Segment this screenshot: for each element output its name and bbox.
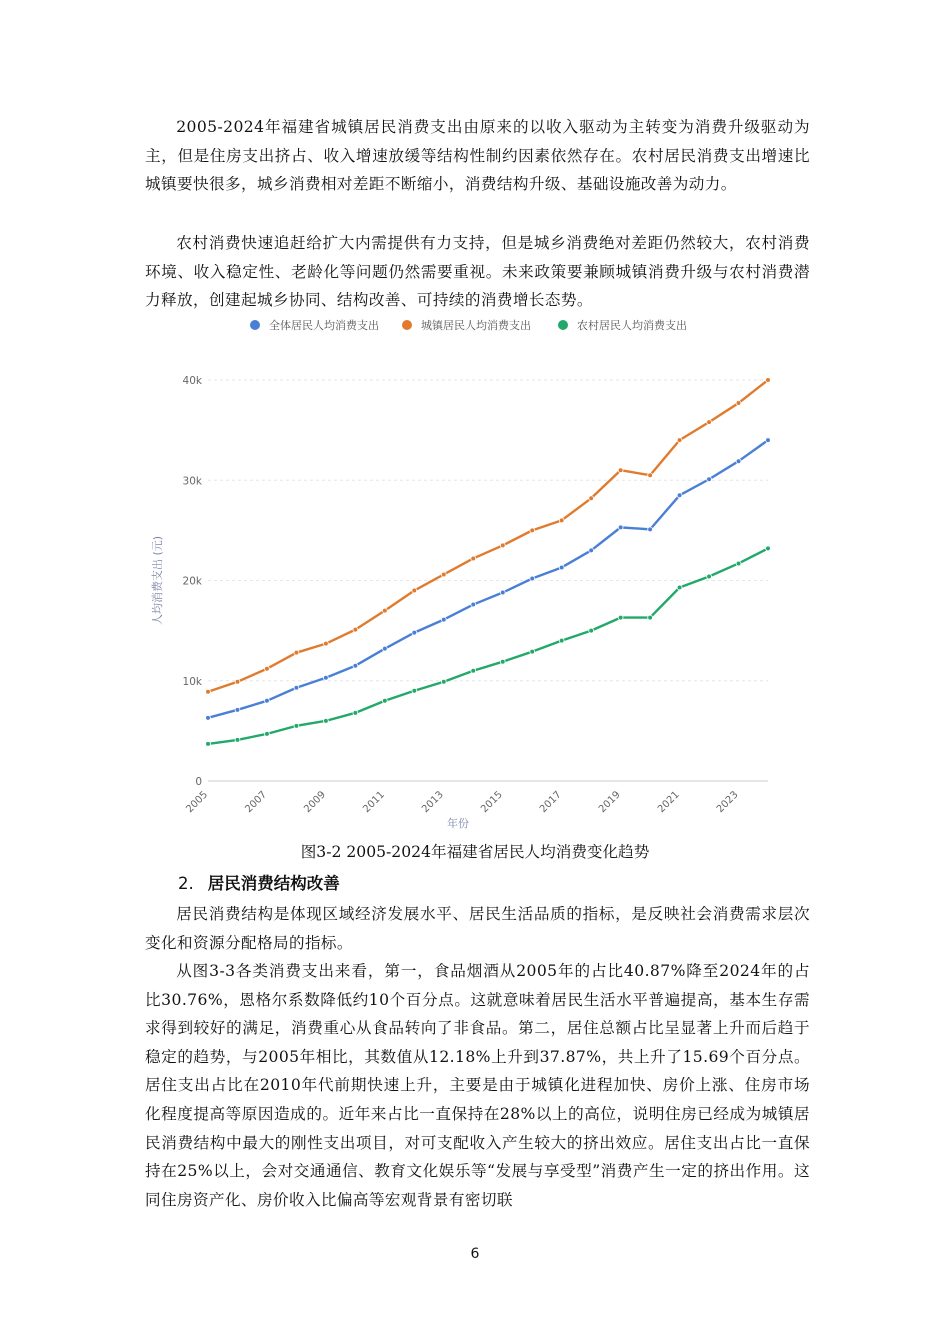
legend-marker — [250, 320, 260, 330]
y-axis-title: 人均消费支出 (元) — [151, 535, 164, 626]
data-point — [677, 438, 682, 443]
y-tick-label: 0 — [195, 776, 202, 788]
data-point — [530, 528, 535, 533]
data-point — [471, 602, 476, 607]
data-point — [589, 548, 594, 553]
data-point — [618, 468, 623, 473]
series-line — [208, 380, 768, 692]
data-point — [323, 641, 328, 646]
paragraph-1: 2005-2024年福建省城镇居民消费支出由原来的以收入驱动为主转变为消费升级驱动为主，但是住房支出挤占、收入增速放缓等结构性制约因素依然存在。农村居民消费支出增速比城镇要快很多，城乡消费相对差距不断缩小，消费结构升级、基础设施改善为动力。 — [145, 118, 810, 194]
data-point — [589, 628, 594, 633]
data-point — [235, 737, 240, 742]
series-line — [208, 440, 768, 718]
data-point — [707, 477, 712, 482]
data-point — [559, 638, 564, 643]
data-point — [235, 679, 240, 684]
paragraph-4: 从图3-3各类消费支出来看，第一，食品烟酒从2005年的占比40.87%降至2024年的占比30.76%，恩格尔系数降低约10个百分点。这就意味着居民生活水平普遍提高，基本生存需求得到较好的满足，消费重心从食品转向了非食品。第二，居住总额占比呈显著上升而后趋于稳定的趋势，与2005年相比，其数值从12.18%上升到37.87%，共上升了15.69个百分点。居住支出占比在2010年代前期快速上升，主要是由于城镇化进程加快、房价上涨、住房市场化程度提高等原因造成的。近年来占比一直保持在28%以上的高位，说明住房已经成为城镇居民消费结构中最大的刚性支出项目，对可支配收入产生较大的挤出效应。居住支出占比一直保持在25%以上，会对交通通信、教育文化娱乐等“发展与享受型”消费产生一定的挤出作用。这同住房资产化、房价收入比偏高等宏观背景有密切联 — [145, 962, 810, 1209]
series-line — [208, 548, 768, 743]
data-point — [265, 666, 270, 671]
paragraph-3: 居民消费结构是体现区域经济发展水平、居民生活品质的指标，是反映社会消费需求层次变化和资源分配格局的指标。 — [145, 905, 810, 952]
legend-marker — [402, 320, 412, 330]
y-tick-label: 10k — [182, 675, 202, 688]
data-point — [500, 659, 505, 664]
data-point — [294, 685, 299, 690]
data-point — [559, 518, 564, 523]
data-point — [294, 650, 299, 655]
data-point — [618, 615, 623, 620]
x-tick-label: 2005 — [184, 789, 211, 816]
y-tick-label: 20k — [182, 575, 202, 588]
x-tick-label: 2023 — [714, 789, 741, 816]
legend-label: 农村居民人均消费支出 — [577, 319, 687, 332]
data-point — [736, 401, 741, 406]
data-point — [265, 731, 270, 736]
data-point — [736, 459, 741, 464]
section-number: 2. — [178, 874, 194, 893]
consumption-trend-chart — [145, 310, 810, 835]
data-point — [471, 668, 476, 673]
data-point — [441, 679, 446, 684]
x-tick-label: 2011 — [361, 789, 387, 816]
x-tick-label: 2009 — [302, 789, 329, 816]
data-point — [382, 698, 387, 703]
data-point — [677, 585, 682, 590]
data-point — [589, 496, 594, 501]
data-point — [323, 718, 328, 723]
data-point — [530, 576, 535, 581]
x-tick-label: 2013 — [420, 789, 446, 816]
data-point — [707, 420, 712, 425]
data-point — [648, 615, 653, 620]
x-tick-label: 2021 — [655, 789, 682, 816]
page-number: 6 — [470, 1246, 480, 1262]
data-point — [412, 588, 417, 593]
section-title: 居民消费结构改善 — [207, 874, 340, 893]
line-chart-svg — [145, 310, 810, 835]
figure-caption: 图3-2 2005-2024年福建省居民人均消费变化趋势 — [300, 843, 650, 861]
data-point — [294, 723, 299, 728]
data-point — [707, 574, 712, 579]
data-point — [648, 473, 653, 478]
data-point — [353, 627, 358, 632]
data-point — [206, 689, 211, 694]
data-point — [235, 707, 240, 712]
data-point — [766, 438, 771, 443]
legend-label: 城镇居民人均消费支出 — [421, 319, 531, 332]
y-tick-label: 40k — [182, 375, 202, 387]
data-point — [500, 590, 505, 595]
data-point — [323, 675, 328, 680]
x-tick-label: 2019 — [596, 789, 623, 816]
data-point — [766, 378, 771, 383]
data-point — [618, 525, 623, 530]
legend-label: 全体居民人均消费支出 — [269, 319, 379, 332]
x-axis-title: 年份 — [447, 817, 469, 830]
data-point — [766, 546, 771, 551]
data-point — [412, 688, 417, 693]
data-point — [500, 543, 505, 548]
x-tick-label: 2017 — [538, 789, 564, 816]
data-point — [382, 608, 387, 613]
data-point — [441, 617, 446, 622]
data-point — [736, 561, 741, 566]
data-point — [353, 663, 358, 668]
data-point — [265, 698, 270, 703]
x-tick-label: 2015 — [479, 789, 505, 816]
data-point — [412, 630, 417, 635]
data-point — [677, 493, 682, 498]
data-point — [471, 556, 476, 561]
data-point — [559, 565, 564, 570]
y-tick-label: 30k — [182, 475, 202, 488]
legend-marker — [558, 320, 568, 330]
data-point — [530, 649, 535, 654]
data-point — [206, 715, 211, 720]
data-point — [648, 527, 653, 532]
data-point — [441, 572, 446, 577]
paragraph-2: 农村消费快速追赶给扩大内需提供有力支持，但是城乡消费绝对差距仍然较大，农村消费环境、收入稳定性、老龄化等问题仍然需要重视。未来政策要兼顾城镇消费升级与农村消费潜力释放，创建起城乡协同、结构改善、可持续的消费增长态势。 — [145, 234, 810, 310]
data-point — [206, 742, 211, 747]
section-heading — [178, 870, 340, 894]
data-point — [382, 646, 387, 651]
x-tick-label: 2007 — [243, 789, 270, 816]
data-point — [353, 710, 358, 715]
